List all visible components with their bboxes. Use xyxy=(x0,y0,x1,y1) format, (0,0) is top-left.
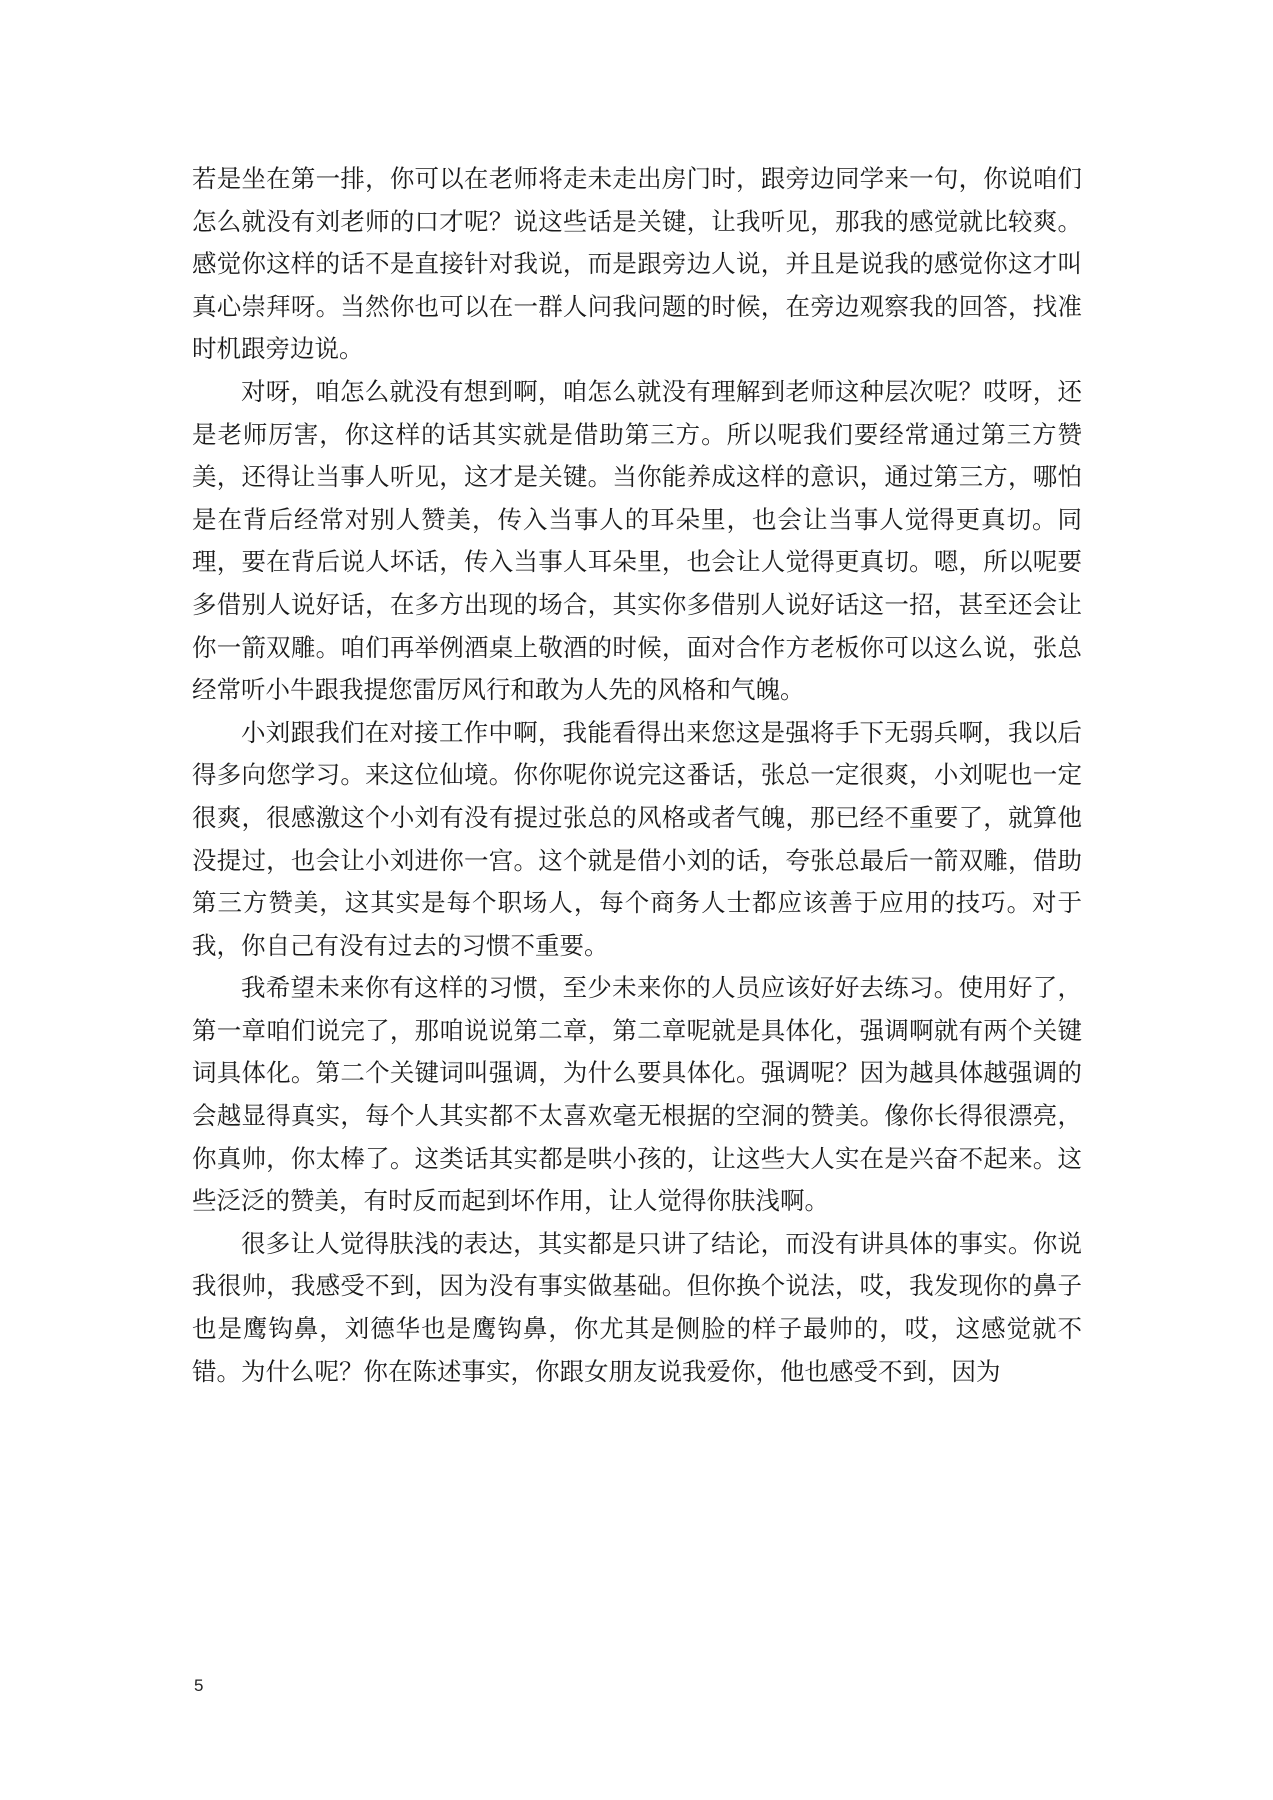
body-text xyxy=(192,158,1082,1393)
page-number: 5 xyxy=(194,1676,204,1695)
paragraph-4: 我希望未来你有这样的习惯，至少未来你的人员应该好好去练习。使用好了，第一章咱们说完了，那咱说说第二章，第二章呢就是具体化，强调啊就有两个关键词具体化。第二个关键词叫强调，为什么要具体化。强调呢？因为越具体越强调的会越显得真实，每个人其实都不太喜欢毫无根据的空洞的赞美。像你长得很漂亮，你真帅，你太棒了。这类话其实都是哄小孩的，让这些大人实在是兴奋不起来。这些泛泛的赞美，有时反而起到坏作用，让人觉得你肤浅啊。 xyxy=(192,973,1082,1216)
paragraph-2: 对呀，咱怎么就没有想到啊，咱怎么就没有理解到老师这种层次呢？哎呀，还是老师厉害，你这样的话其实就是借助第三方。所以呢我们要经常通过第三方赞美，还得让当事人听见，这才是关键。当你能养成这样的意识，通过第三方，哪怕是在背后经常对别人赞美，传入当事人的耳朵里，也会让当事人觉得更真切。同理，要在背后说人坏话，传入当事人耳朵里，也会让人觉得更真切。嗯，所以呢要多借别人说好话，在多方出现的场合，其实你多借别人说好话这一招，甚至还会让你一箭双雕。咱们再举例酒桌上敬酒的时候，面对合作方老板你可以这么说，张总经常听小牛跟我提您雷厉风行和敢为人先的风格和气魄。 xyxy=(192,376,1082,705)
paragraph-1: 若是坐在第一排，你可以在老师将走未走出房门时，跟旁边同学来一句，你说咱们怎么就没有刘老师的口才呢？说这些话是关键，让我听见，那我的感觉就比较爽。感觉你这样的话不是直接针对我说，而是跟旁边人说，并且是说我的感觉你这才叫真心崇拜呀。当然你也可以在一群人问我问题的时候，在旁边观察我的回答，找准时机跟旁边说。 xyxy=(192,164,1082,364)
paragraph-3: 小刘跟我们在对接工作中啊，我能看得出来您这是强将手下无弱兵啊，我以后得多向您学习。来这位仙境。你你呢你说完这番话，张总一定很爽，小刘呢也一定很爽，很感激这个小刘有没有提过张总的风格或者气魄，那已经不重要了，就算他没提过，也会让小刘进你一宫。这个就是借小刘的话，夸张总最后一箭双雕，借助第三方赞美，这其实是每个职场人，每个商务人士都应该善于应用的技巧。对于我，你自己有没有过去的习惯不重要。 xyxy=(192,717,1082,960)
paragraph-5: 很多让人觉得肤浅的表达，其实都是只讲了结论，而没有讲具体的事实。你说我很帅，我感受不到，因为没有事实做基础。但你换个说法，哎，我发现你的鼻子也是鹰钩鼻，刘德华也是鹰钩鼻，你尤其是侧脸的样子最帅的，哎，这感觉就不错。为什么呢？你在陈述事实，你跟女朋友说我爱你，他也感受不到，因为 xyxy=(192,1228,1082,1386)
